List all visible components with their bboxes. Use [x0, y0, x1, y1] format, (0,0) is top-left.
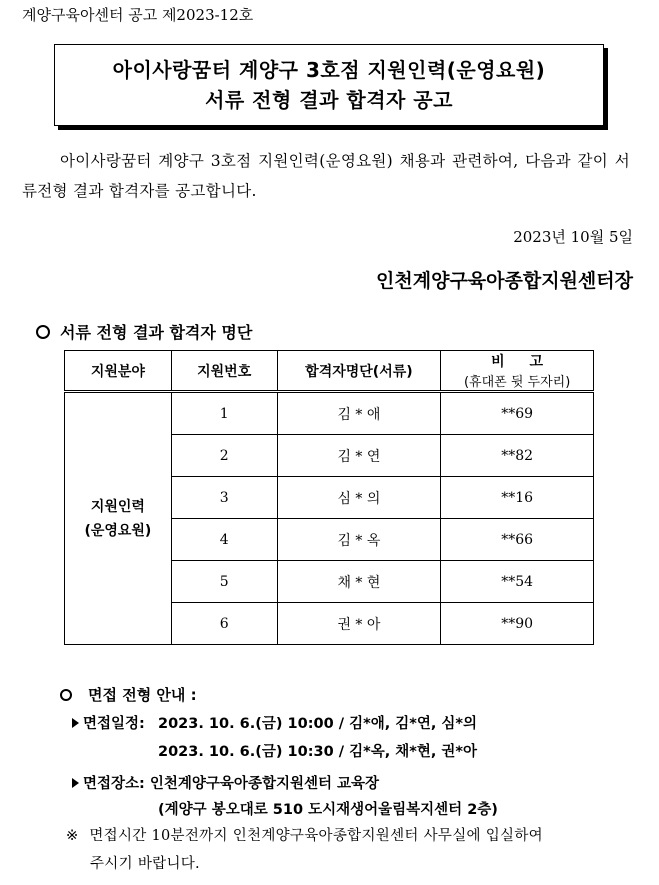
field-line-2: (운영요원) [84, 522, 152, 539]
row-number: 3 [171, 477, 277, 519]
row-number: 2 [171, 435, 277, 477]
row-number: 5 [171, 561, 277, 603]
col-note [441, 351, 594, 392]
row-name: 심 * 의 [277, 477, 441, 519]
schedule-2: 2023. 10. 6.(금) 10:30 / 김*옥, 채*현, 권*아 [158, 744, 478, 760]
note-line-1-text: 면접시간 10분전까지 인천계양구육아종합지원센터 사무실에 입실하여 [89, 828, 543, 844]
row-phone: **66 [441, 519, 594, 561]
row-number: 1 [171, 392, 277, 435]
title-line-2: 서류 전형 결과 합격자 공고 [205, 88, 453, 112]
title-line-1: 아이사랑꿈터 계양구 3호점 지원인력(운영요원) [112, 58, 546, 82]
table-row [65, 392, 594, 435]
schedule-label-line [72, 712, 145, 733]
schedule-label: 면접일정: [83, 716, 145, 732]
col-field: 지원분야 [65, 351, 172, 392]
notice-number: 계양구육아센터 공고 제2023-12호 [22, 6, 254, 24]
title-box [54, 44, 604, 126]
note-line-1 [66, 822, 606, 850]
field-line-1: 지원인력 [90, 498, 145, 515]
schedule-1: 2023. 10. 6.(금) 10:00 / 김*애, 김*연, 심*의 [158, 716, 478, 732]
row-phone: **16 [441, 477, 594, 519]
field-cell [65, 392, 172, 645]
circle-bullet-icon [36, 325, 50, 339]
row-phone: **90 [441, 603, 594, 645]
place-value: 인천계양구육아종합지원센터 교육장 [149, 776, 380, 792]
row-phone: **69 [441, 392, 594, 435]
place-label: 면접장소: [83, 776, 145, 792]
place-address: (계양구 봉오대로 510 도시재생어울림복지센터 2층) [158, 802, 498, 818]
interview-heading [60, 684, 197, 705]
row-name: 김 * 애 [277, 392, 441, 435]
note-mark: ※ [66, 828, 79, 844]
row-name: 채 * 현 [277, 561, 441, 603]
notice-date: 2023년 10월 5일 [513, 228, 633, 246]
col-number: 지원번호 [171, 351, 277, 392]
row-phone: **82 [441, 435, 594, 477]
intro-paragraph: 아이사랑꿈터 계양구 3호점 지원인력(운영요원) 채용과 관련하여, 다음과 같이 서류전형 결과 합격자를 공고합니다. [22, 152, 630, 200]
results-table [64, 350, 594, 645]
row-number: 6 [171, 603, 277, 645]
row-number: 4 [171, 519, 277, 561]
note-line-2: 주시기 바랍니다. [90, 856, 200, 872]
row-phone: **54 [441, 561, 594, 603]
col-names: 합격자명단(서류) [277, 351, 441, 392]
table-header-row [65, 351, 594, 392]
row-name: 권 * 아 [277, 603, 441, 645]
row-name: 김 * 옥 [277, 519, 441, 561]
col-note-sub: (휴대폰 뒷 두자리) [463, 375, 571, 390]
note [66, 822, 606, 878]
place-line [72, 772, 379, 793]
issuer: 인천계양구육아종합지원센터장 [376, 270, 633, 292]
results-heading [36, 320, 252, 343]
circle-bullet-icon [60, 689, 72, 701]
triangle-bullet-icon [72, 778, 79, 788]
interview-heading-text: 면접 전형 안내 : [88, 686, 197, 704]
row-name: 김 * 연 [277, 435, 441, 477]
results-heading-text: 서류 전형 결과 합격자 명단 [60, 323, 253, 342]
triangle-bullet-icon [72, 718, 79, 728]
col-note-main: 비 고 [491, 354, 554, 370]
